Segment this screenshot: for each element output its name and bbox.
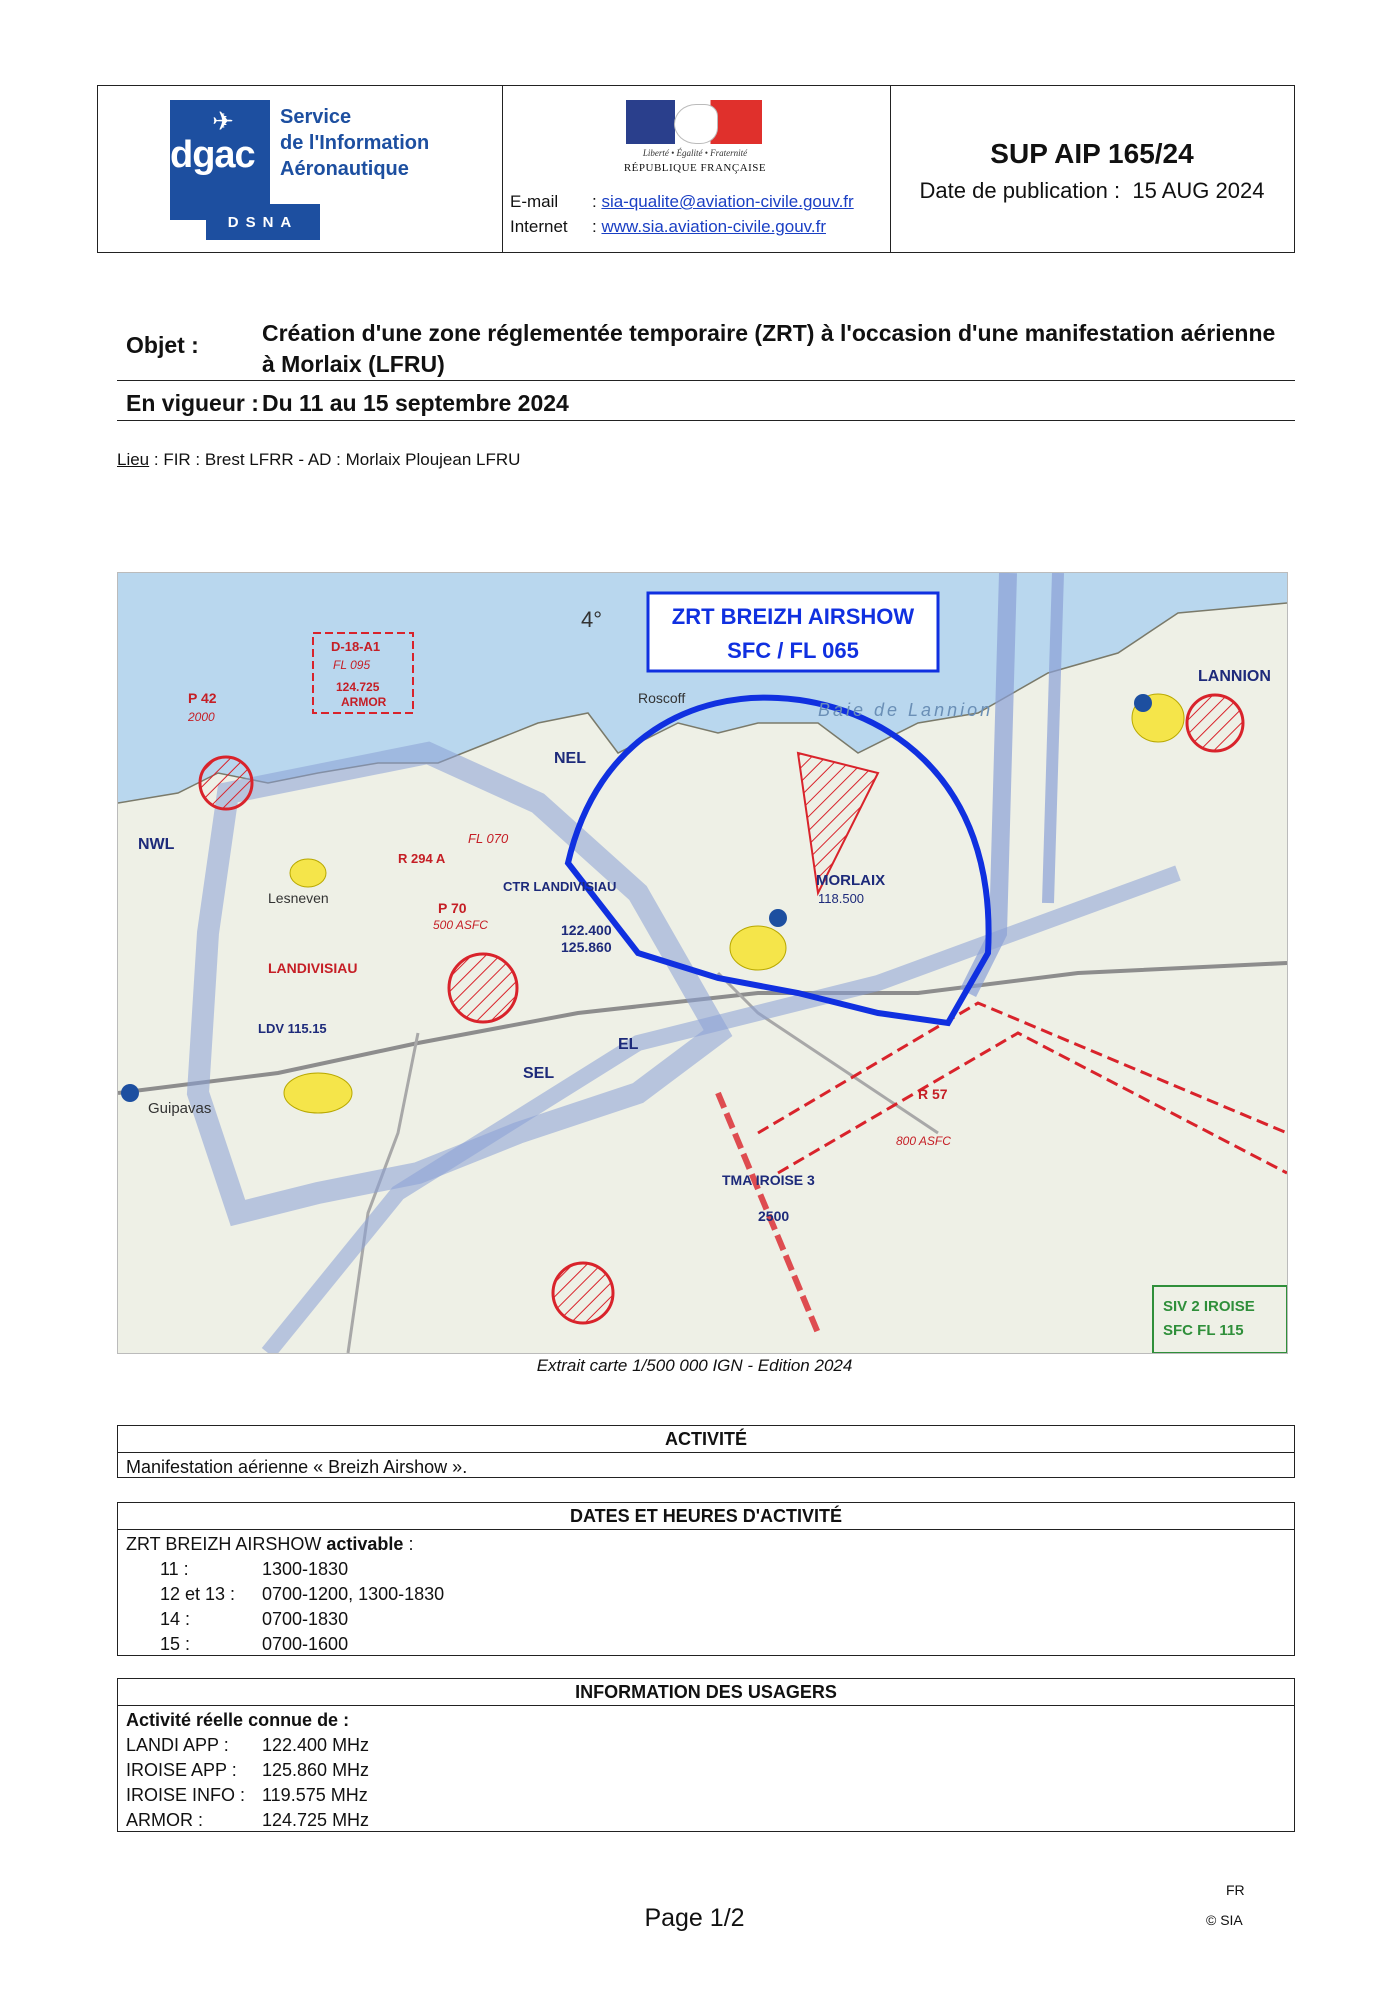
- activite-box: [117, 1425, 1295, 1478]
- map-label-nel: NEL: [554, 750, 586, 767]
- plane-icon: ✈: [212, 106, 234, 136]
- map-label-siv: SIV 2 IROISE: [1163, 1298, 1255, 1315]
- frequency-row: ARMOR : 124.725 MHz: [126, 1810, 370, 1830]
- dates-row: 14 : 0700-1830: [160, 1609, 349, 1629]
- zrt-limits: SFC / FL 065: [727, 638, 859, 663]
- map-label-lannion: LANNION: [1198, 668, 1271, 685]
- lieu-value: : FIR : Brest LFRR - AD : Morlaix Ploujean LFRU: [153, 450, 521, 469]
- sia-service-name: Service de l'Information Aéronautique: [280, 106, 430, 180]
- en-vigueur-value: Du 11 au 15 septembre 2024: [262, 390, 569, 416]
- dates-body: [118, 1530, 1294, 1659]
- page-number: Page 1/2: [644, 1904, 745, 1932]
- map-label-nwl: NWL: [138, 836, 175, 853]
- map-label-landivisiau: LANDIVISIAU: [268, 960, 358, 976]
- frequency-row: LANDI APP : 122.400 MHz: [126, 1735, 370, 1755]
- map-svg: [118, 573, 1287, 1353]
- map-label-morlaix-freq: 118.500: [818, 891, 865, 906]
- map-label-baie: Baie de Lannion: [818, 700, 994, 720]
- map-label-ctr-freq2: 125.860: [561, 939, 612, 955]
- header-title-cell: [890, 86, 1294, 252]
- map-label-d18-name: ARMOR: [341, 695, 387, 709]
- town-lesneven: [290, 859, 326, 887]
- en-vigueur-label: En vigueur :: [126, 390, 259, 416]
- language-code: FR: [1226, 1882, 1245, 1898]
- lieu-line: [117, 450, 520, 470]
- aerodrome-icon: [121, 1084, 139, 1102]
- prohibited-area-p70: [449, 954, 517, 1022]
- activite-title: ACTIVITÉ: [118, 1426, 1294, 1453]
- republic-name: RÉPUBLIQUE FRANÇAISE: [623, 162, 767, 174]
- divider: [117, 420, 1295, 421]
- publication-date: 15 AUG 2024: [1132, 178, 1265, 203]
- frequency-row: IROISE INFO : 119.575 MHz: [126, 1785, 368, 1805]
- usagers-title: INFORMATION DES USAGERS: [118, 1679, 1294, 1706]
- dgac-brand: dgac: [170, 134, 255, 176]
- map-label-roscoff: Roscoff: [638, 690, 686, 706]
- map-label-d18: D-18-A1: [331, 639, 381, 654]
- republic-motto: Liberté • Égalité • Fraternité: [642, 148, 748, 158]
- dates-box: [117, 1502, 1295, 1656]
- map-label-d18-freq: 124.725: [336, 680, 380, 694]
- map-label-p70-alt: 500 ASFC: [433, 918, 488, 932]
- publication-date-line: [890, 178, 1294, 204]
- map-label-guipavas: Guipavas: [148, 1100, 212, 1117]
- prohibited-area-p83: [553, 1263, 613, 1323]
- map-label-siv-levels: SFC FL 115: [1163, 1322, 1244, 1339]
- map-label-r57: R 57: [918, 1086, 948, 1102]
- aerodrome-icon: [1134, 694, 1152, 712]
- dates-row: 15 : 0700-1600: [160, 1634, 349, 1654]
- objet-value: Création d'une zone réglementée temporaire (ZRT) à l'occasion d'une manifestation aérienne à Morlaix (LFRU): [262, 320, 1276, 377]
- sup-aip-title: SUP AIP 165/24: [990, 138, 1194, 169]
- email-label: E-mail: [510, 192, 559, 211]
- marianne-logo: [626, 100, 762, 144]
- internet-link[interactable]: www.sia.aviation-civile.gouv.fr: [601, 217, 826, 236]
- email-link[interactable]: sia-qualite@aviation-civile.gouv.fr: [601, 192, 854, 211]
- map-label-tma-alt: 2500: [758, 1208, 790, 1224]
- dates-row: 11 : 1300-1830: [160, 1559, 349, 1579]
- header-logo-cell: [98, 86, 503, 252]
- map-label-lesneven: Lesneven: [268, 890, 329, 906]
- map-caption: Extrait carte 1/500 000 IGN - Edition 2024: [536, 1356, 853, 1375]
- usagers-intro: Activité réelle connue de :: [126, 1710, 350, 1730]
- publication-label: Date de publication :: [919, 178, 1121, 203]
- objet-label: Objet :: [126, 332, 199, 358]
- copyright: © SIA: [1206, 1912, 1243, 1928]
- header-table: [97, 85, 1295, 253]
- header-contact-cell: [502, 86, 891, 252]
- map-label-p42-alt: 2000: [188, 710, 215, 724]
- prohibited-area-p42: [200, 757, 252, 809]
- map-label-ctr-landivisiau: CTR LANDIVISIAU: [503, 879, 617, 894]
- map-label-ctr-freq1: 122.400: [561, 922, 612, 938]
- dates-row: 12 et 13 : 0700-1200, 1300-1830: [160, 1584, 445, 1604]
- dates-title: DATES ET HEURES D'ACTIVITÉ: [118, 1503, 1294, 1530]
- map-label-el: EL: [618, 1036, 639, 1053]
- lieu-label: Lieu: [117, 450, 150, 469]
- town-guipavas: [284, 1073, 352, 1113]
- internet-label: Internet: [510, 217, 568, 236]
- email-row: E-mail : sia-qualite@aviation-civile.gouv.fr: [510, 192, 854, 211]
- usagers-body: [118, 1706, 1294, 1835]
- frequency-row: IROISE APP : 125.860 MHz: [126, 1760, 370, 1780]
- dsna-badge: DSNA: [206, 204, 320, 240]
- aerodrome-icon: [769, 909, 787, 927]
- zrt-title: ZRT BREIZH AIRSHOW: [671, 604, 915, 629]
- restricted-area-280: [1187, 695, 1243, 751]
- siv-box: [1153, 1286, 1287, 1353]
- map-label-d18-level: FL 095: [333, 658, 371, 672]
- map-label-fl070: FL 070: [468, 831, 509, 846]
- activite-text: Manifestation aérienne « Breizh Airshow ».: [126, 1457, 468, 1477]
- marianne-icon: [674, 104, 718, 144]
- map-label-longitude: 4°: [581, 607, 603, 632]
- aeronautical-map: [117, 572, 1288, 1354]
- map-label-r57-alt: 800 ASFC: [896, 1134, 951, 1148]
- map-label-tma-iroise: TMA IROISE 3: [722, 1172, 815, 1188]
- dates-intro: ZRT BREIZH AIRSHOW activable :: [126, 1534, 414, 1554]
- divider: [117, 380, 1295, 381]
- map-label-p70: P 70: [438, 900, 467, 916]
- map-label-ldv: LDV 115.15: [258, 1021, 327, 1036]
- map-label-morlaix: MORLAIX: [816, 872, 886, 889]
- map-label-r294: R 294 A: [398, 851, 446, 866]
- town-morlaix: [730, 926, 786, 970]
- internet-row: Internet : www.sia.aviation-civile.gouv.fr: [510, 217, 826, 236]
- map-label-sel: SEL: [523, 1065, 555, 1082]
- map-label-p42: P 42: [188, 690, 217, 706]
- usagers-box: [117, 1678, 1295, 1832]
